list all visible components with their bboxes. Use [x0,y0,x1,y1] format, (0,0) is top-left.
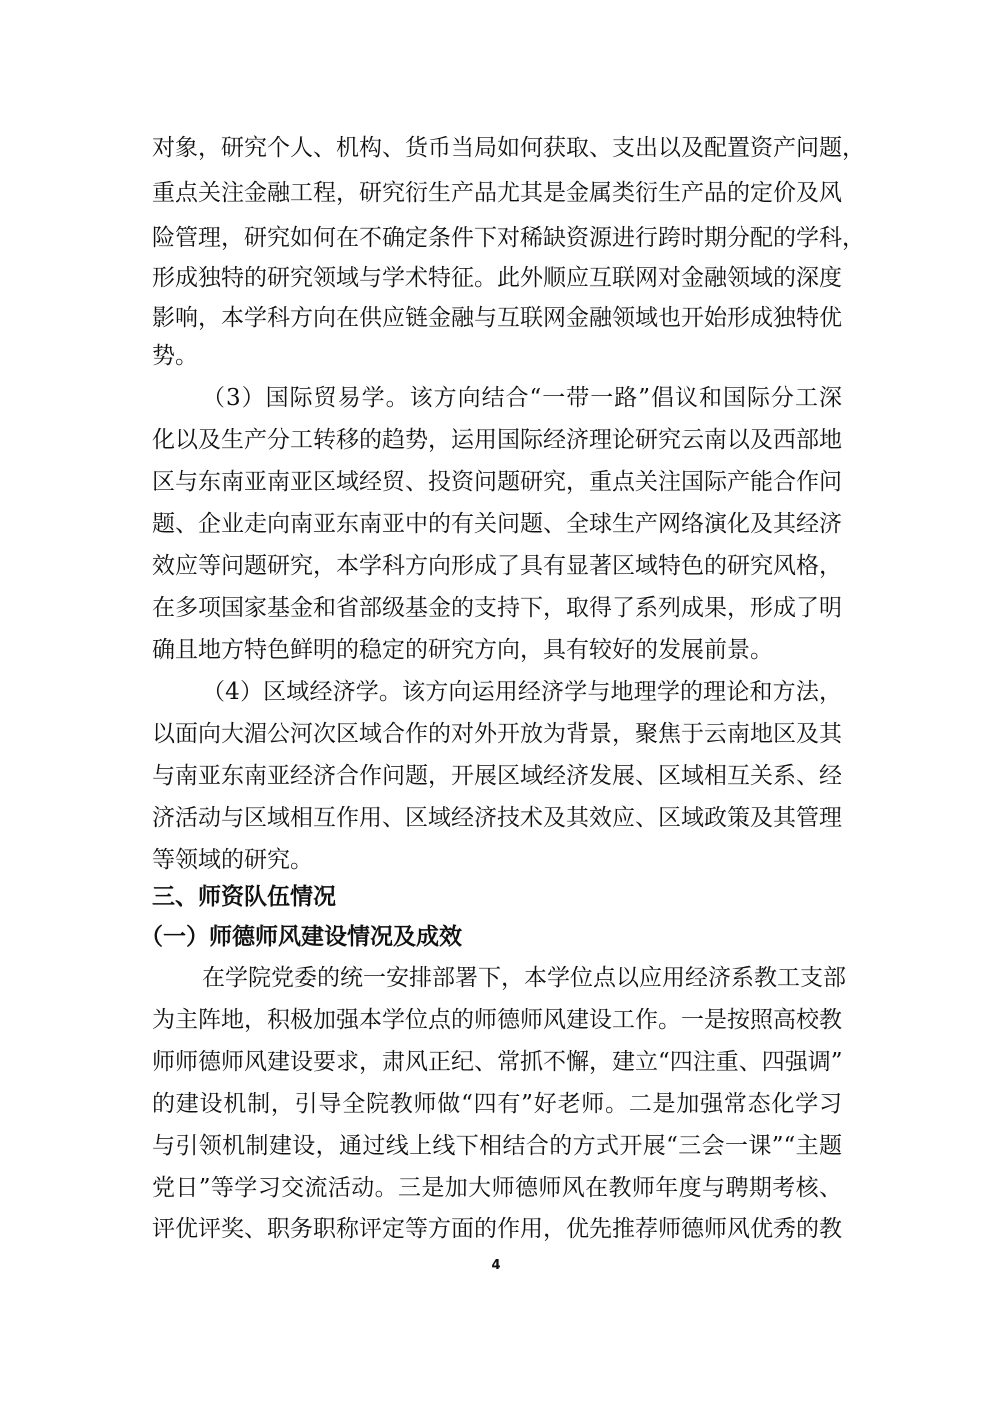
page-number: 4 [491,1258,501,1273]
finance-line-3: 险管理，研究如何在不确定条件下对稀缺资源进行跨时期分配的学科， [152,225,865,251]
ethics-line-3: 师师德师风建设要求，肃风正纪、常抓不懈，建立“四注重、四强调” [152,1049,843,1075]
ethics-line-5: 与引领机制建设，通过线上线下相结合的方式开展“三会一课”“主题 [152,1133,842,1159]
trade-line-5: 效应等问题研究，本学科方向形成了具有显著区域特色的研究风格， [152,553,842,579]
finance-line-6: 势。 [152,343,198,369]
finance-line-4: 形成独特的研究领域与学术特征。此外顺应互联网对金融领域的深度 [152,265,842,291]
subsection-heading: （一）师德师风建设情况及成效 [140,924,462,950]
finance-line-5: 影响，本学科方向在供应链金融与互联网金融领域也开始形成独特优 [152,305,842,331]
ethics-line-1: 在学院党委的统一安排部署下，本学位点以应用经济系教工支部 [202,965,846,991]
trade-line-4: 题、企业走向南亚东南亚中的有关问题、全球生产网络演化及其经济 [152,511,842,537]
regional-line-4: 济活动与区域相互作用、区域经济技术及其效应、区域政策及其管理 [152,805,842,831]
ethics-line-2: 为主阵地，积极加强本学位点的师德师风建设工作。一是按照高校教 [152,1007,842,1033]
regional-line-5: 等领域的研究。 [152,847,313,873]
trade-line-2: 化以及生产分工转移的趋势，运用国际经济理论研究云南以及西部地 [152,427,842,453]
finance-line-1: 对象，研究个人、机构、货币当局如何获取、支出以及配置资产问题， [152,135,865,161]
trade-line-6: 在多项国家基金和省部级基金的支持下，取得了系列成果，形成了明 [152,595,842,621]
section-heading: 三、师资队伍情况 [152,884,336,910]
regional-line-2: 以面向大湄公河次区域合作的对外开放为背景，聚焦于云南地区及其 [152,721,842,747]
regional-line-1: （4）区域经济学。该方向运用经济学与地理学的理论和方法， [202,679,842,705]
trade-line-1: （3）国际贸易学。该方向结合“一带一路”倡议和国际分工深 [202,385,842,411]
trade-line-3: 区与东南亚南亚区域经贸、投资问题研究，重点关注国际产能合作问 [152,469,842,495]
trade-line-7: 确且地方特色鲜明的稳定的研究方向，具有较好的发展前景。 [152,637,773,663]
finance-line-2: 重点关注金融工程，研究衍生产品尤其是金属类衍生产品的定价及风 [152,180,842,206]
ethics-line-4: 的建设机制，引导全院教师做“四有”好老师。二是加强常态化学习 [152,1091,842,1117]
ethics-line-6: 党日”等学习交流活动。三是加大师德师风在教师年度与聘期考核、 [152,1175,842,1201]
ethics-line-7: 评优评奖、职务职称评定等方面的作用，优先推荐师德师风优秀的教 [152,1216,842,1242]
regional-line-3: 与南亚东南亚经济合作问题，开展区域经济发展、区域相互关系、经 [152,763,842,789]
